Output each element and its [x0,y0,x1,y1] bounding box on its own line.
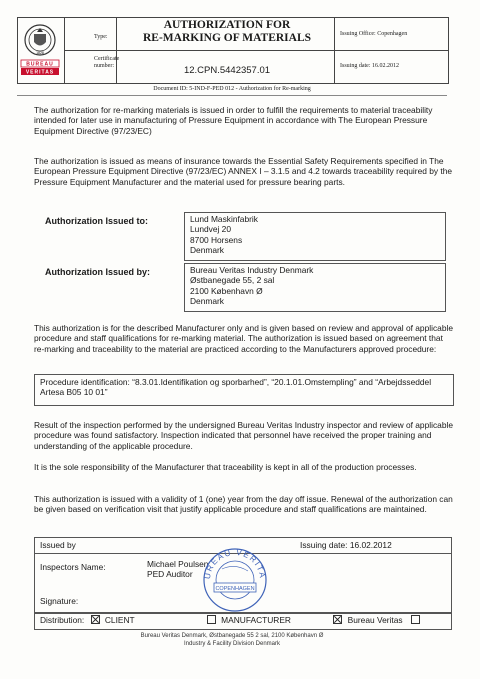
manufacturer-label: MANUFACTURER [221,615,291,625]
inspector-title: PED Auditor [147,569,193,580]
type-label: Type: [94,34,108,40]
svg-text:1828: 1828 [36,51,44,55]
certificate-number: 12.CPN.5442357.01 [183,65,271,76]
svg-text:BUREAU: BUREAU [26,61,54,68]
footer-division: Industry & Facility Division Denmark [183,641,281,647]
distribution-label: Distribution: [40,615,85,625]
footer-address: Bureau Veritas Denmark, Østbanegade 55 2 sal, 2100 København Ø [140,633,324,639]
address-line: 8700 Horsens [190,234,243,245]
signature-issuing-date: Issuing date: 16.02.2012 [300,540,392,550]
address-line: Bureau Veritas Industry Denmark [190,265,314,275]
issuing-date: Issuing date: 16.02.2012 [340,63,399,69]
intro-paragraph: The authorization for re-marking materials is issued in order to fulfill the requirements to material traceability intended for later use in manufacturing of Pressure Equipment in accordance with The European Pressure Equipment Directive (97/23/EC) [34,105,433,136]
svg-text:COPENHAGEN: COPENHAGEN [215,586,255,592]
responsibility-paragraph: It is the sole responsibility of the Manufacturer that traceability is kept in all of the production processes. [34,462,417,472]
scope-paragraph: This authorization is for the described Manufacturer only and is given based on review and approval of applicable procedure and staff qualifications for re-marking material. The authorization is issued based on agreement that re-marking and traceability to the material are practiced according to the Manufacturers approved procedure: [34,323,453,354]
address-line: Denmark [190,296,224,307]
document-id: Document ID: 5-IND-F-PED 012 - Authorization for Re-marking [153,86,311,92]
procedure-identification: Procedure identification: “8.3.01.Identifikation og sporbarhed”, “20.1.01.Omstempling” and “Arbejdsseddel Artesa B05 10 01” [40,377,432,398]
title-line-1: AUTHORIZATION FOR [163,19,291,31]
result-paragraph: Result of the inspection performed by the undersigned Bureau Veritas Industry inspector and review of applicable procedure was found satisfactory. Inspection indicated that personnel have received the proper training and understanding of the applicable procedure. [34,420,453,451]
signature-label: Signature: [40,596,79,606]
svg-text:BUREAU VERITAS: UREAU VERITA [202,547,268,580]
issued-by-address [190,265,313,307]
checkbox-bureau-veritas[interactable] [333,615,342,624]
checkbox-manufacturer[interactable] [207,615,216,624]
footer [17,632,447,648]
official-stamp [200,543,270,613]
issued-by-sig-label: Issued by [40,540,76,550]
checkbox-client[interactable] [91,615,100,624]
issued-to-address [190,214,258,256]
issued-to-label: Authorization Issued to: [45,216,148,226]
safety-paragraph: The authorization is issued as means of insurance towards the Essential Safety Requirements specified in The European Pressure Equipment Directive (97/23/EC) ANNEX I – 3.1.5 and 4.2 towards traceability required by the Pressure Equipment Manufacturer and the material used for pressure bearing parts. [34,156,453,187]
address-line: Denmark [190,245,224,256]
address-line: Østbanegade 55, 2 sal [190,275,275,286]
address-line: Lund Maskinfabrik [190,214,258,224]
document-title [119,19,335,45]
client-label: CLIENT [104,615,135,625]
address-line: 2100 København Ø [190,285,263,296]
logo-crest-icon [18,20,62,80]
address-line: Lundvej 20 [190,224,231,235]
distribution-line [40,615,450,625]
svg-text:VERITAS: VERITAS [25,69,55,76]
title-line-2: RE-MARKING OF MATERIALS [142,32,312,44]
bureau-veritas-label: Bureau Veritas [347,615,403,625]
stamp-seal-icon [200,543,270,613]
header-divider [17,95,447,96]
bureau-veritas-logo [18,20,62,80]
issuing-office: Issuing Office: Copenhagen [340,31,408,37]
certificate-label: Certificate number: [94,56,120,69]
inspectors-label: Inspectors Name: [40,562,106,572]
inspector-name: Michael Poulsen [147,559,209,569]
issued-by-label: Authorization Issued by: [45,267,151,277]
validity-paragraph: This authorization is issued with a validity of 1 (one) year from the day off issue. Renewal of the authorization can be given based on verification visit that justify applicable procedure and staff qualifications are maintained. [34,494,453,515]
checkbox-extra[interactable] [411,615,420,624]
